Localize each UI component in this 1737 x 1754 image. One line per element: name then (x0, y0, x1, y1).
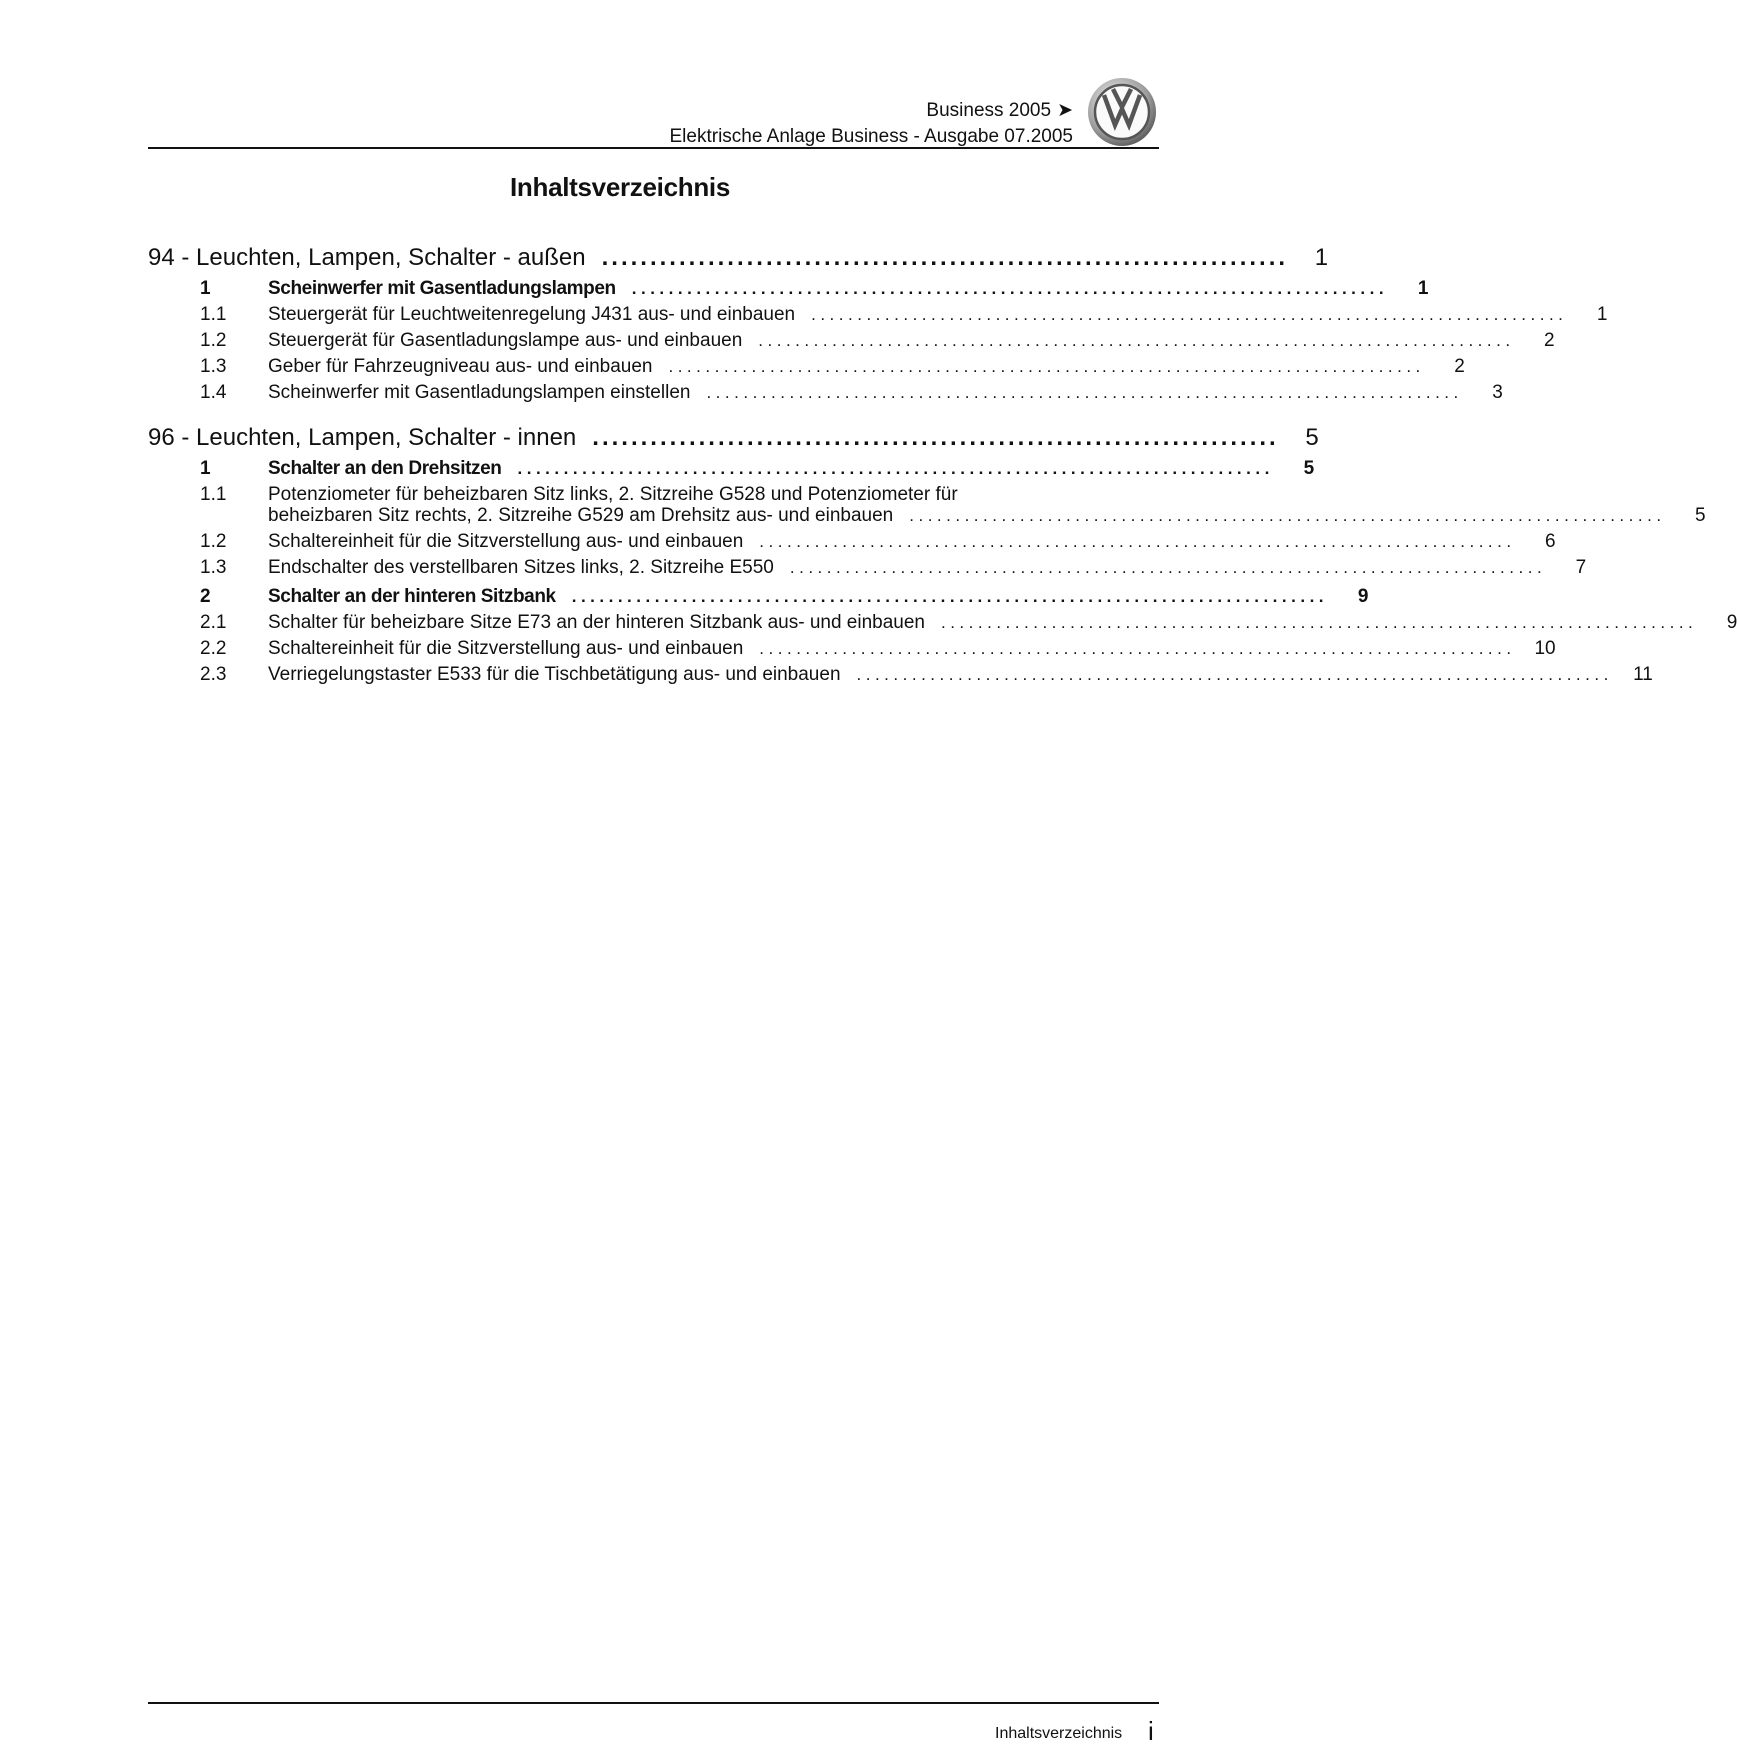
toc-label: beheizbaren Sitz rechts, 2. Sitzreihe G529 am Drehsitz aus- und einbauen (268, 505, 894, 526)
toc-number: 1.2 (200, 531, 227, 552)
toc-page-number: 11 (1633, 664, 1653, 685)
arrow-right-icon: ➤ (1057, 100, 1073, 121)
toc-page-number: 2 (1454, 356, 1465, 377)
toc-number: 1.1 (200, 304, 227, 325)
dot-leader: .................................................................................. (759, 532, 1516, 551)
toc-number: 1.3 (200, 557, 227, 578)
toc-chapter-94[interactable] (148, 244, 1329, 272)
toc-number: 1 (200, 278, 211, 299)
toc-label: Endschalter des verstellbaren Sitzes links, 2. Sitzreihe E550 (268, 557, 774, 578)
footer-label: Inhaltsverzeichnis (995, 1725, 1123, 1742)
toc-label: Schaltereinheit für die Sitzverstellung aus- und einbauen (268, 638, 744, 659)
toc-entry[interactable] (148, 612, 1737, 634)
vw-logo-icon (1086, 76, 1158, 148)
dot-leader: .................................................................................. (571, 587, 1329, 606)
dot-leader: .................................................................................. (668, 357, 1425, 376)
toc-number: 1.4 (200, 382, 227, 403)
toc-entry[interactable] (148, 304, 1608, 326)
toc-entry[interactable] (148, 557, 1587, 579)
dot-leader: .................................................................................. (856, 665, 1613, 684)
dot-leader: .................................................................................. (811, 305, 1568, 324)
dot-leader: .................................................................................. (631, 279, 1389, 298)
toc-entry[interactable] (148, 638, 1556, 660)
toc-page-number: 5 (1303, 458, 1314, 479)
dot-leader: .................................................................................. (758, 331, 1515, 350)
footer-page-number: i (1148, 1716, 1154, 1746)
toc-label: Verriegelungstaster E533 für die Tischbetätigung aus- und einbauen (268, 664, 841, 685)
toc-label: Scheinwerfer mit Gasentladungslampen (268, 278, 616, 299)
toc-page-number: 3 (1492, 382, 1503, 403)
toc-page-number: 10 (1534, 638, 1556, 659)
toc-entry[interactable] (148, 458, 1314, 480)
toc-page-number: 1 (1596, 304, 1608, 325)
toc-label: Steuergerät für Leuchtweitenregelung J431 aus- und einbauen (268, 304, 796, 325)
dot-leader: .................................................................................. (517, 459, 1274, 478)
toc-page-number: 7 (1575, 557, 1587, 578)
toc-entry[interactable] (148, 330, 1555, 352)
toc-entry[interactable] (148, 278, 1429, 300)
toc-entry[interactable] (148, 484, 1159, 506)
dot-leader: ....................................................................... (601, 244, 1289, 271)
toc-number: 2 (200, 586, 211, 607)
dot-leader: .................................................................................. (706, 383, 1463, 402)
toc-page-number: 9 (1357, 586, 1369, 607)
header-model (926, 100, 1073, 122)
toc-number: 1.2 (200, 330, 227, 351)
toc-chapter-96[interactable] (148, 424, 1319, 452)
toc-number: 2.3 (200, 664, 227, 685)
toc-label: Steuergerät für Gasentladungslampe aus- und einbauen (268, 330, 743, 351)
toc-label: Schalter an den Drehsitzen (268, 458, 502, 479)
toc-page-number: 6 (1545, 531, 1556, 552)
toc-entry-continued[interactable] (148, 505, 1706, 527)
dot-leader: .................................................................................. (909, 506, 1666, 525)
toc-entry[interactable] (148, 356, 1465, 378)
toc-chapter-label: 94 - Leuchten, Lampen, Schalter - außen (148, 244, 586, 271)
toc-label: Scheinwerfer mit Gasentladungslampen einstellen (268, 382, 691, 403)
toc-number: 1.3 (200, 356, 227, 377)
dot-leader: ....................................................................... (592, 424, 1279, 451)
toc-label: Schalter an der hinteren Sitzbank (268, 586, 556, 607)
dot-leader: .................................................................................. (940, 613, 1698, 632)
toc-page-number: 1 (1417, 278, 1429, 299)
toc-number: 1.1 (200, 484, 227, 505)
header-edition: Elektrische Anlage Business - Ausgabe 07.2005 (669, 126, 1073, 147)
toc-entry[interactable] (148, 586, 1369, 608)
page-title: Inhaltsverzeichnis (509, 172, 731, 202)
header-model-text: Business 2005 (926, 100, 1052, 121)
toc-entry[interactable] (148, 531, 1556, 553)
toc-page-number: 5 (1305, 424, 1319, 451)
toc-page-number: 5 (1694, 505, 1706, 526)
toc-page-number: 9 (1726, 612, 1737, 633)
header-rule (148, 147, 1159, 149)
toc-label: Geber für Fahrzeugniveau aus- und einbauen (268, 356, 653, 377)
dot-leader: .................................................................................. (789, 558, 1547, 577)
toc-page-number: 2 (1544, 330, 1555, 351)
toc-number: 2.2 (200, 638, 227, 659)
toc-entry[interactable] (148, 382, 1503, 404)
toc-label: Schalter für beheizbare Sitze E73 an der hinteren Sitzbank aus- und einbauen (268, 612, 925, 633)
toc-entry[interactable] (148, 664, 1653, 686)
toc-number: 1 (200, 458, 211, 479)
dot-leader: .................................................................................. (759, 639, 1516, 658)
toc-page-number: 1 (1314, 244, 1329, 271)
toc-label: Schaltereinheit für die Sitzverstellung aus- und einbauen (268, 531, 744, 552)
toc-number: 2.1 (200, 612, 227, 633)
toc-chapter-label: 96 - Leuchten, Lampen, Schalter - innen (148, 424, 577, 451)
toc-label: Potenziometer für beheizbaren Sitz links, 2. Sitzreihe G528 und Potenziometer für (268, 484, 958, 505)
footer-rule (148, 1702, 1159, 1704)
